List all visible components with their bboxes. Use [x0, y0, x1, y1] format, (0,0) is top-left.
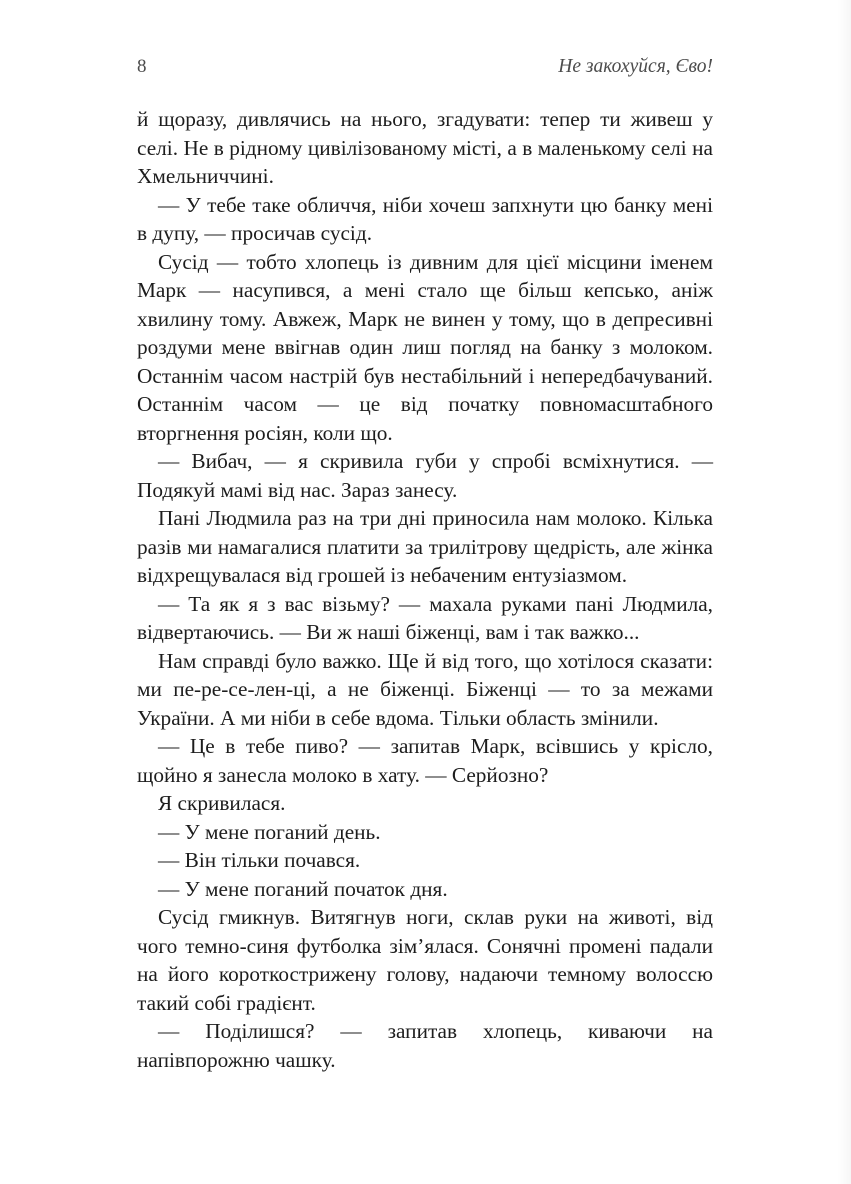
paragraph: — У мене поганий початок дня. [158, 876, 448, 901]
page-body [137, 105, 713, 1074]
page-header [137, 56, 713, 78]
paragraph: — Поділишся? — запитав хлопець, киваючи на напівпорожню чашку. [137, 1019, 713, 1072]
paragraph: Пані Людмила раз на три дні приносила нам молоко. Кілька разів ми намагалися платити за трилітрову щедрість, але жінка відхрещувалася від грошей із небаченим ентузіазмом. [137, 506, 713, 587]
paragraph: й щоразу, дивлячись на нього, згадувати: тепер ти живеш у селі. Не в рідному цивілізованому місті, а в маленькому селі на Хмельниччині. [137, 107, 713, 188]
paragraph: Сусід — тобто хлопець із дивним для цієї місцини іменем Марк — насупився, а мені стало ще більш кепсько, аніж хвилину тому. Авжеж, Марк не винен у тому, що в депресивні роздуми мене ввігнав один лиш погляд на банку з молоком. Останнім часом настрій був нестабільний і непередбачуваний. Останнім часом — це від початку повномасштабного вторгнення росіян, коли що. [137, 249, 713, 445]
paragraph: Сусід гмикнув. Витягнув ноги, склав руки на животі, від чого темно-синя футболка зім’ялася. Сонячні промені падали на його короткострижену голову, надаючи темному волоссю такий собі градієнт. [137, 905, 713, 1015]
paragraph: — Вибач, — я скривила губи у спробі всміхнутися. — Подякуй мамі від нас. Зараз занесу. [137, 449, 713, 502]
running-title: Не закохуйся, Єво! [558, 56, 713, 77]
paragraph: — Це в тебе пиво? — запитав Марк, всівшись у крісло, щойно я занесла молоко в хату. — Серйозно? [137, 734, 713, 787]
paragraph: — У мене поганий день. [158, 819, 381, 844]
paragraph: — Та як я з вас візьму? — махала руками пані Людмила, відвертаючись. — Ви ж наші біженці, вам і так важко... [137, 591, 713, 644]
paragraph: Нам справді було важко. Ще й від того, що хотілося сказати: ми пе-ре-се-лен-ці, а не біженці. Біженці — то за межами України. А ми ніби в себе вдома. Тільки область змінили. [137, 648, 713, 730]
paragraph: — Він тільки почався. [158, 848, 361, 872]
paragraph: — У тебе таке обличчя, ніби хочеш запхнути цю банку мені в дупу, — просичав сусід. [137, 192, 713, 245]
paragraph: Я скривилася. [158, 791, 286, 815]
page-number: 8 [137, 56, 147, 77]
